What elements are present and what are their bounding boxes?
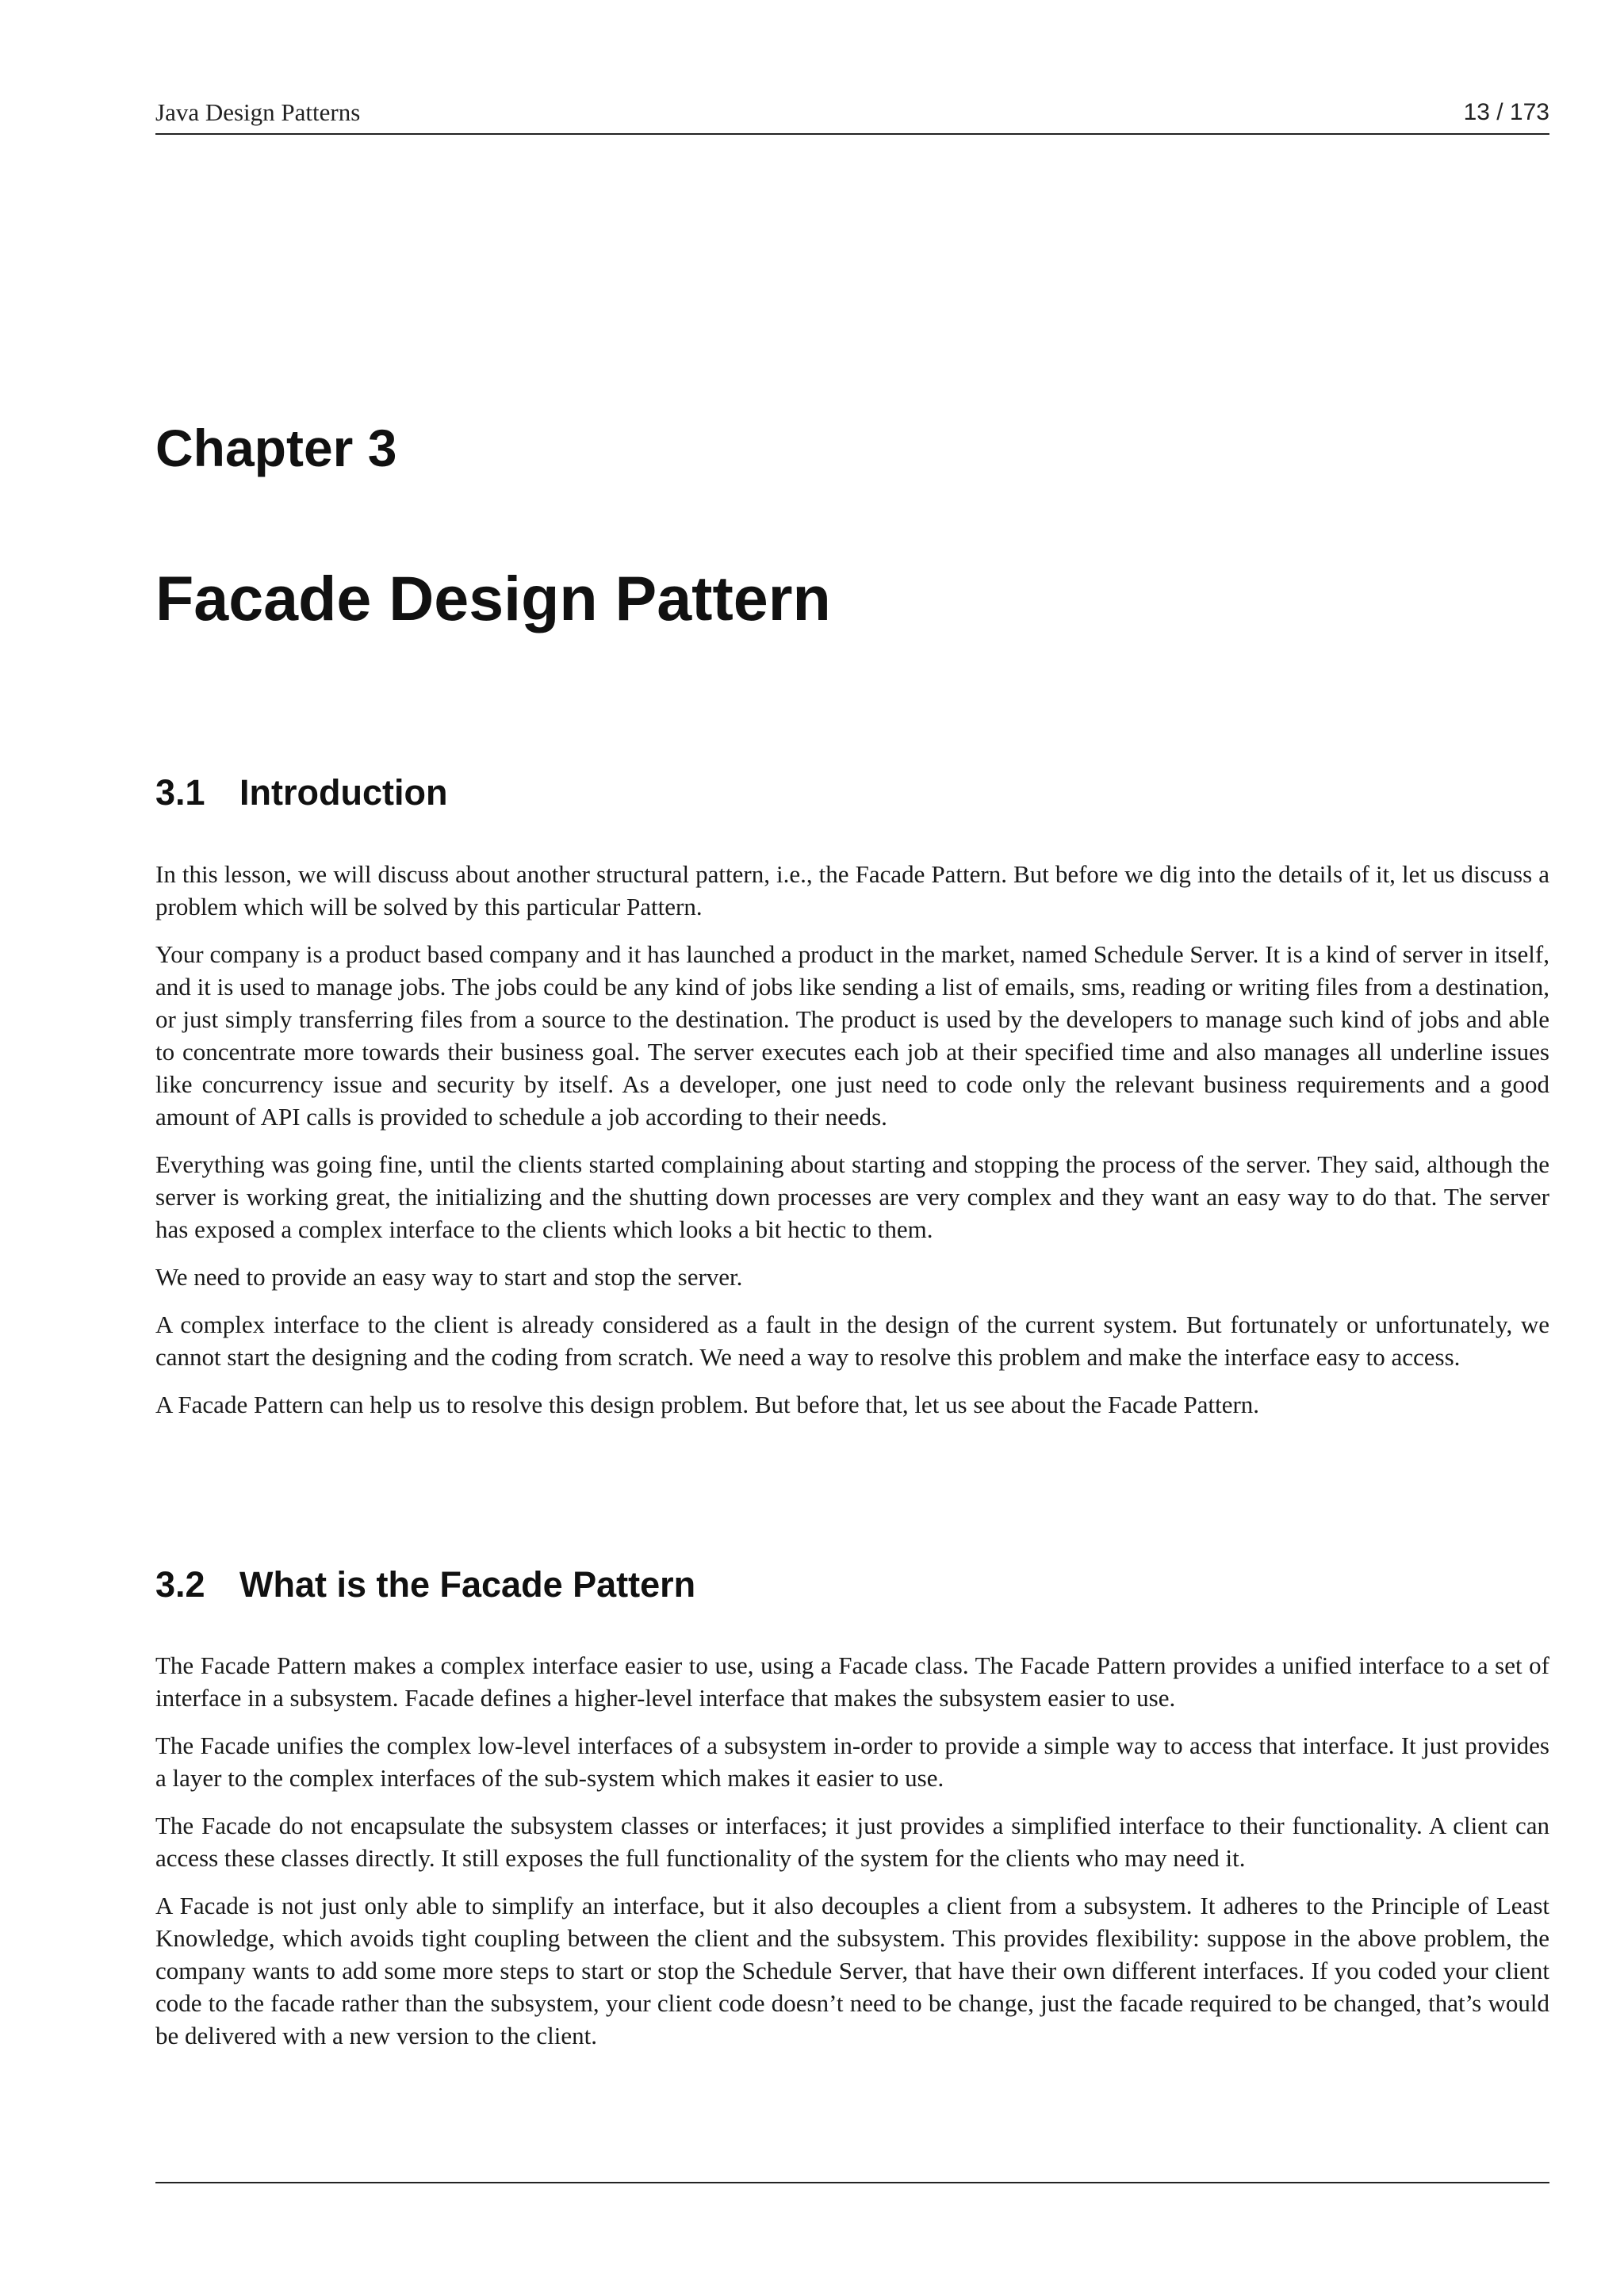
section-number: 3.1 bbox=[155, 772, 205, 813]
section-title: What is the Facade Pattern bbox=[239, 1564, 696, 1605]
section-body-what-is-facade bbox=[155, 1649, 1549, 2067]
paragraph: Your company is a product based company and it has launched a product in the market, named Schedule Server. It is a kind of server in itself, and it is used to manage jobs. The jobs could be any kind of jobs like sending a list of emails, sms, reading or writing files from a destination, or just simply transferring files from a source to the destination. The product is used by the developers to manage such kind of jobs and able to concentrate more towards their business goal. The server executes each job at their specified time and also manages all underline issues like concurrency issue and security by itself. As a developer, one just need to code only the relevant business requirements and a good amount of API calls is provided to schedule a job according to their needs. bbox=[155, 940, 1549, 1131]
paragraph: The Facade do not encapsulate the subsystem classes or interfaces; it just provides a simplified interface to their functionality. A client can access these classes directly. It still exposes the full functionality of the system for the clients who may need it. bbox=[155, 1812, 1549, 1872]
chapter-title: Facade Design Pattern bbox=[155, 563, 831, 633]
paragraph: In this lesson, we will discuss about another structural pattern, i.e., the Facade Pattern. But before we dig into the details of it, let us discuss a problem which will be solved by this particular Pattern. bbox=[155, 860, 1549, 920]
footer-rule bbox=[155, 2182, 1549, 2183]
section-body-introduction bbox=[155, 858, 1549, 1436]
section-heading-what-is-facade bbox=[155, 1561, 695, 1609]
paragraph: The Facade Pattern makes a complex interface easier to use, using a Facade class. The Facade Pattern provides a unified interface to a set of interface in a subsystem. Facade defines a higher-level interface that makes the subsystem easier to use. bbox=[155, 1651, 1549, 1712]
paragraph: A complex interface to the client is already considered as a fault in the design of the current system. But fortunately or unfortunately, we cannot start the designing and the coding from scratch. We need a way to resolve this problem and make the interface easy to access. bbox=[155, 1311, 1549, 1371]
paragraph: The Facade unifies the complex low-level interfaces of a subsystem in-order to provide a simple way to access that interface. It just provides a layer to the complex interfaces of the sub-system which makes it easier to use. bbox=[155, 1732, 1549, 1792]
running-header bbox=[155, 97, 1549, 135]
section-title: Introduction bbox=[239, 772, 448, 813]
page-number: 13 / 173 bbox=[1463, 99, 1549, 125]
paragraph: A Facade Pattern can help us to resolve this design problem. But before that, let us see about the Facade Pattern. bbox=[155, 1391, 1260, 1418]
section-number: 3.2 bbox=[155, 1564, 205, 1605]
section-heading-introduction bbox=[155, 769, 447, 817]
paragraph: We need to provide an easy way to start and stop the server. bbox=[155, 1263, 743, 1291]
chapter-label: Chapter 3 bbox=[155, 419, 397, 477]
paragraph: A Facade is not just only able to simplify an interface, but it also decouples a client from a subsystem. It adheres to the Principle of Least Knowledge, which avoids tight coupling between the client and the subsystem. This provides flexibility: suppose in the above problem, the company wants to add some more steps to start or stop the Schedule Server, that have their own different interfaces. If you coded your client code to the facade rather than the subsystem, your client code doesn’t need to be change, just the facade required to be changed, that’s would be delivered with a new version to the client. bbox=[155, 1892, 1549, 2049]
paragraph: Everything was going fine, until the clients started complaining about starting and stopping the process of the server. They said, although the server is working great, the initializing and the shutting down processes are very complex and they want an easy way to do that. The server has exposed a complex interface to the clients which looks a bit hectic to them. bbox=[155, 1150, 1549, 1243]
book-title: Java Design Patterns bbox=[155, 98, 361, 126]
